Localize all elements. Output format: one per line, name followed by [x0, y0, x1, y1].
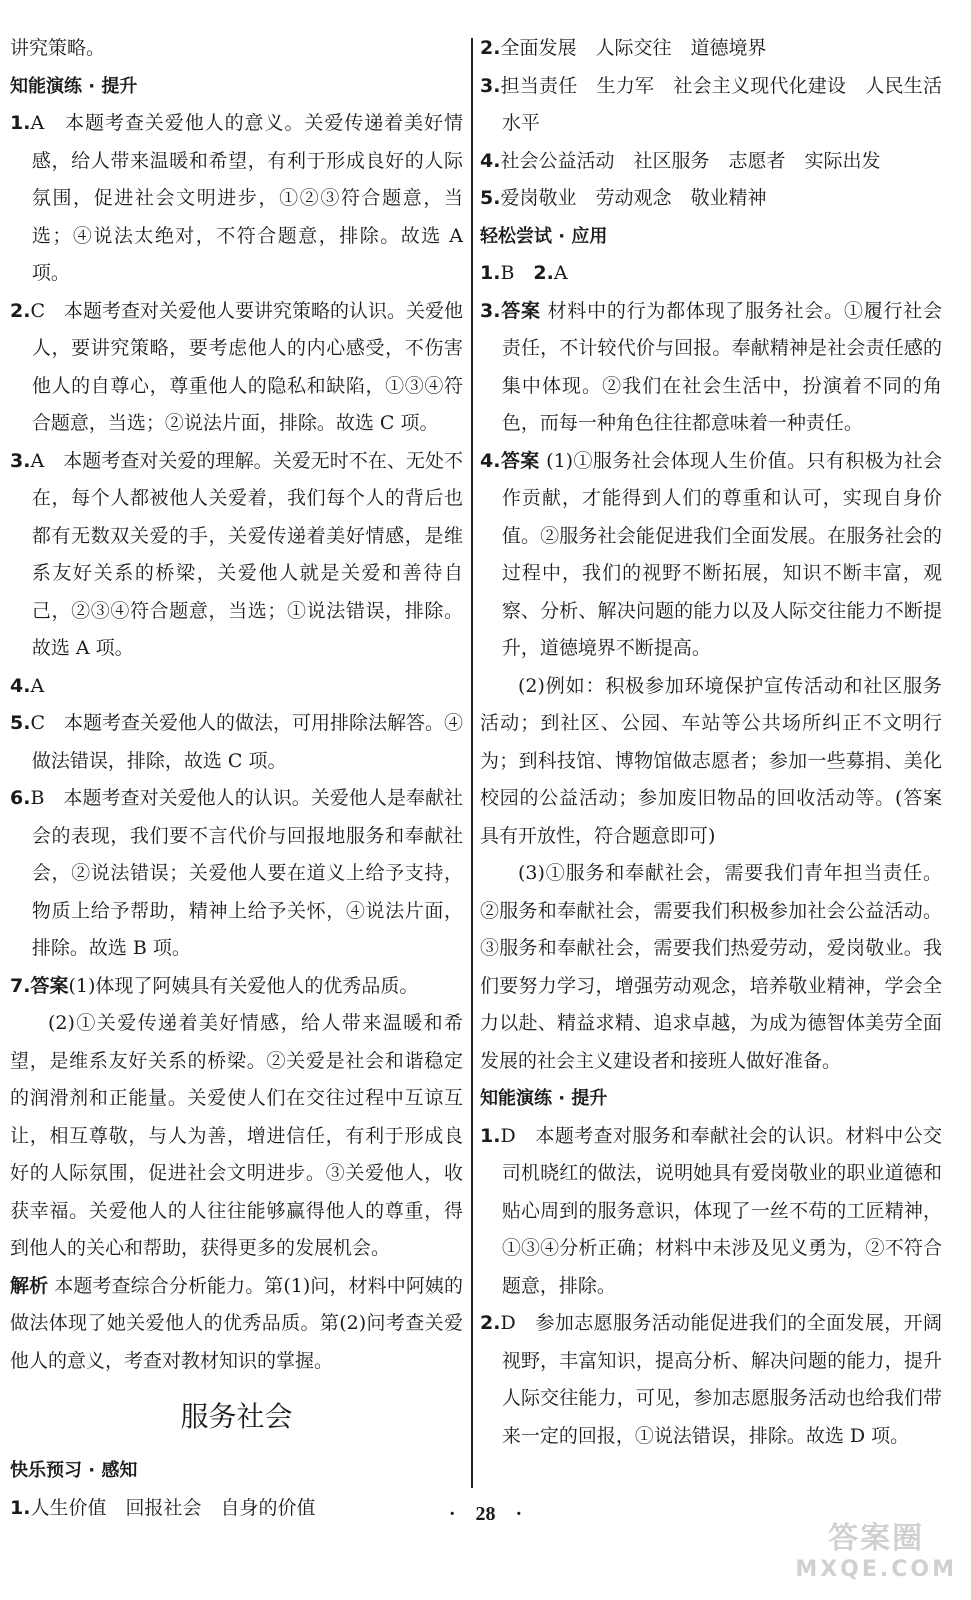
- section-heading: 知能演练 · 提升: [480, 1088, 608, 1109]
- answer-item-z1: [480, 1118, 942, 1306]
- paragraph: (2)例如：积极参加环境保护宣传活动和社区服务活动；到社区、公园、车站等公共场所纠正不文明行为；到科技馆、博物馆做志愿者；参加一些募捐、美化校园的公益活动；参加废旧物品的回收活动等。(答案具有开放性，符合题意即可): [480, 674, 942, 847]
- watermark-bottom-text: MXQE.COM: [795, 1557, 957, 1582]
- answer-item-1: [10, 105, 463, 293]
- answer-label: 答案: [500, 299, 541, 322]
- right-column: [480, 30, 942, 1455]
- watermark-logo: [795, 1513, 957, 1582]
- answer-item-k3: [480, 68, 942, 143]
- paragraph: (2)①关爱传递着美好情感，给人带来温暖和希望，是维系友好关系的桥梁。②关爱是社会和谐稳定的润滑剂和正能量。关爱使人们在交往过程中互谅互让，相互尊敬，与人为善，增进信任，有利于形成良好的人际氛围，促进社会文明进步。③关爱他人，收获幸福。关爱他人的人往往能够赢得他人的尊重，得到他人的关心和帮助，获得更多的发展机会。: [10, 1012, 463, 1259]
- item-number: 6.: [10, 787, 31, 809]
- analysis-text: 本题考查综合分析能力。第(1)问，材料中阿姨的做法体现了她关爱他人的优秀品质。第(2)问考查关爱他人的意义，考查对教材知识的掌握。: [10, 1274, 463, 1372]
- item-text: B 本题考查对关爱他人的认识。关爱他人是奉献社会的表现，我们要不言代价与回报地服务和奉献社会，②说法错误；关爱他人要在道义上给予支持，物质上给予帮助，精神上给予关怀，④说法片面，排除。故选 B 项。: [30, 787, 463, 959]
- item-number: 2.: [10, 299, 31, 322]
- item-text: 人生价值 回报社会 自身的价值: [30, 1496, 316, 1519]
- item-number: 1.: [480, 1124, 501, 1147]
- item-text: D 参加志愿服务活动能促进我们的全面发展，开阔视野，丰富知识，提高分析、解决问题的能力，提升人际交往能力，可见，参加志愿服务活动也给我们带来一定的回报，①说法错误，排除。故选 D 项。: [500, 1312, 942, 1447]
- item-text: A: [30, 674, 45, 697]
- item-number: 1.: [480, 262, 501, 284]
- item-text: (1)体现了阿姨具有关爱他人的优秀品质。: [68, 974, 419, 997]
- item-number: 4.: [480, 449, 501, 472]
- answer-item-6: [10, 780, 463, 968]
- item-text: 社会公益活动 社区服务 志愿者 实际出发: [500, 149, 881, 172]
- item-text: B: [500, 262, 534, 284]
- item-number: 1.: [10, 112, 31, 134]
- item-text: 全面发展 人际交往 道德境界: [500, 37, 767, 59]
- item-text: D 本题考查对服务和奉献社会的认识。材料中公交司机晓红的做法，说明她具有爱岗敬业的职业道德和贴心周到的服务意识，体现了一丝不苟的工匠精神，①③④分析正确；材料中未涉及见义勇为，②不符合题意，排除。: [500, 1124, 942, 1297]
- item-number: 3.: [480, 74, 501, 97]
- analysis-label: 解析: [10, 1274, 49, 1297]
- left-column: [10, 30, 463, 1527]
- page-number: · 28 ·: [448, 1503, 523, 1525]
- item-number: 3.: [480, 299, 501, 322]
- answer-item-q1-q2: [480, 255, 942, 293]
- answer-item-k5: [480, 180, 942, 218]
- item-text: 材料中的行为都体现了服务社会。①履行社会责任，不计较代价与回报。奉献精神是社会责任感的集中体现。②我们在社会生活中，扮演着不同的角色，而每一种角色往往都意味着一种责任。: [501, 299, 942, 434]
- answer-item-k4: [480, 143, 942, 181]
- item-text: A 本题考查对关爱的理解。关爱无时不在、无处不在，每个人都被他人关爱着，我们每个人的背后也都有无数双关爱的手，关爱传递着美好情感，是维系友好关系的桥梁，关爱他人就是关爱和善待自己，②③④符合题意，当选；①说法错误，排除。故选 A 项。: [30, 449, 463, 659]
- column-divider: [471, 38, 473, 1488]
- item-number: 2.: [480, 1312, 501, 1334]
- section-heading: 快乐预习 · 感知: [10, 1460, 138, 1481]
- answer-item-z2: [480, 1305, 942, 1455]
- item-number: 5.: [10, 712, 31, 734]
- answer-item-5: [10, 705, 463, 780]
- answer-item-q3: [480, 293, 942, 443]
- answer-item-2: [10, 293, 463, 443]
- item-number: 7.: [10, 974, 31, 997]
- answer-label: 答案: [500, 449, 540, 472]
- watermark-top-text: 答案圈: [828, 1521, 925, 1556]
- answer-label: 答案: [30, 974, 69, 997]
- paragraph: (3)①服务和奉献社会，需要我们青年担当责任。②服务和奉献社会，需要我们积极参加社会公益活动。③服务和奉献社会，需要我们热爱劳动，爱岗敬业。我们要努力学习，增强劳动观念，培养敬业精神，学会全力以赴、精益求精、追求卓越，为成为德智体美劳全面发展的社会主义建设者和接班人做好准备。: [480, 862, 942, 1072]
- item-text: 担当责任 生力军 社会主义现代化建设 人民生活水平: [500, 74, 942, 134]
- answer-item-4: [10, 668, 463, 706]
- item-number: 3.: [10, 449, 31, 472]
- item-text: A 本题考查关爱他人的意义。关爱传递着美好情感，给人带来温暖和希望，有利于形成良好的人际氛围，促进社会文明进步，①②③符合题意，当选；④说法太绝对，不符合题意，排除。故选 A 项。: [30, 112, 463, 284]
- item-text: A: [553, 262, 568, 284]
- chapter-title: 服务社会: [180, 1400, 293, 1433]
- item-text: 爱岗敬业 劳动观念 敬业精神: [500, 187, 767, 209]
- item-number: 2.: [480, 37, 501, 59]
- item-number: 1.: [10, 1496, 31, 1519]
- answer-item-3: [10, 443, 463, 668]
- paragraph: 讲究策略。: [10, 37, 106, 59]
- answer-item-k2: [480, 30, 942, 68]
- item-number: 5.: [480, 187, 501, 209]
- item-text: C 本题考查关爱他人的做法，可用排除法解答。④做法错误，排除，故选 C 项。: [30, 712, 463, 772]
- answer-item-q4: [480, 443, 942, 668]
- item-text: C 本题考查对关爱他人要讲究策略的认识。关爱他人，要讲究策略，要考虑他人的内心感受，不伤害他人的自尊心，尊重他人的隐私和缺陷，①③④符合题意，当选；②说法片面，排除。故选 C 项。: [30, 299, 463, 434]
- analysis-paragraph: [10, 1268, 463, 1381]
- answer-item-7: [10, 968, 463, 1006]
- item-text: (1)①服务社会体现人生价值。只有积极为社会作贡献，才能得到人们的尊重和认可，实现自身价值。②服务社会能促进我们全面发展。在服务社会的过程中，我们的视野不断拓展，知识不断丰富，观察、分析、解决问题的能力以及人际交往能力不断提升，道德境界不断提高。: [501, 449, 942, 659]
- section-heading: 轻松尝试 · 应用: [480, 225, 608, 247]
- item-number: 2.: [533, 262, 554, 284]
- item-number: 4.: [480, 149, 501, 172]
- section-heading: 知能演练 · 提升: [10, 75, 138, 97]
- item-number: 4.: [10, 674, 31, 697]
